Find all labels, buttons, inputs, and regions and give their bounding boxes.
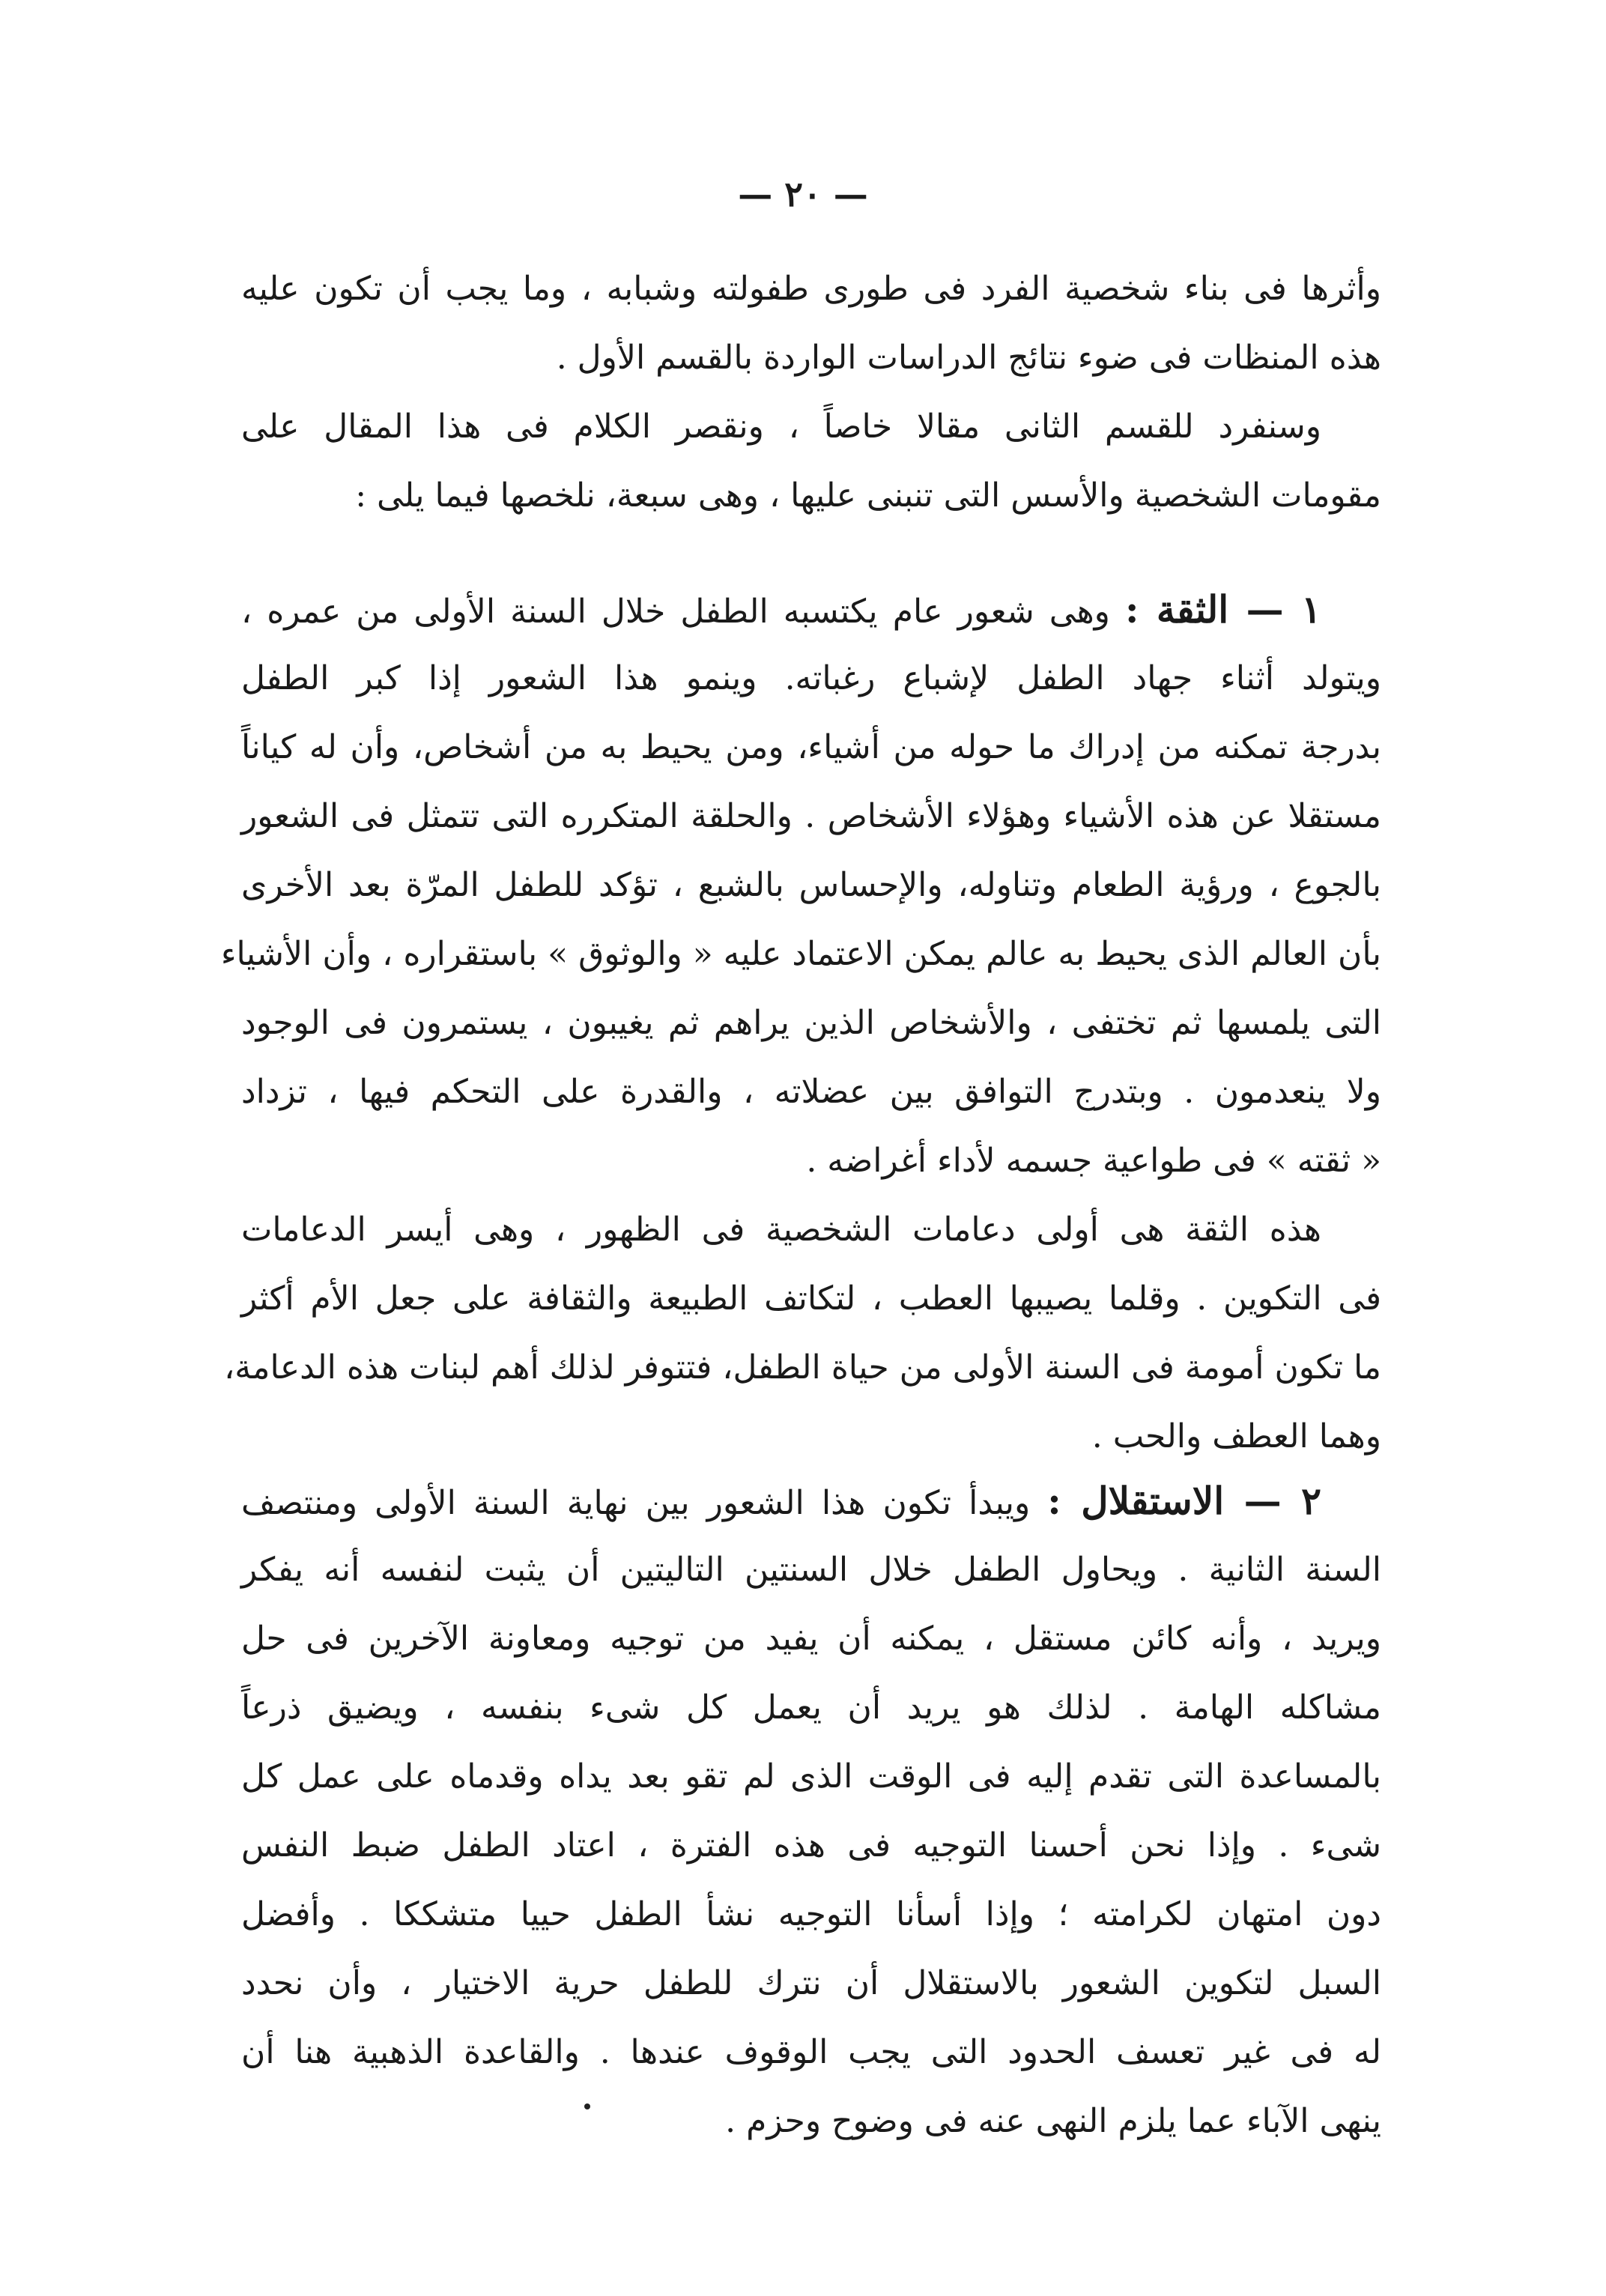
text-line: وسنفرد للقسم الثانى مقالا خاصاً ، ونقصر الكلام فى هذا المقال على — [241, 408, 1321, 446]
text-line: بالجوع ، ورؤية الطعام وتناوله، والإحساس بالشبع ، تؤكد للطفل المرّة بعد الأخرى — [241, 866, 1381, 904]
text-line: ويريد ، وأنه كائن مستقل ، يمكنه أن يفيد من توجيه ومعاونة الآخرين فى حل — [241, 1620, 1381, 1658]
text-line: بدرجة تمكنه من إدراك ما حوله من أشياء، ومن يحيط به من أشخاص، وأن له كياناً — [241, 728, 1381, 766]
intro-paragraphs — [241, 255, 1381, 530]
section-number: ٢ — — [1224, 1479, 1321, 1523]
section-trust — [220, 575, 1381, 1471]
text-line: التى يلمسها ثم تختفى ، والأشخاص الذين يراهم ثم يغيبون ، يستمرون فى الوجود — [241, 1004, 1381, 1042]
text-line: دون امتهان لكرامته ؛ وإذا أسأنا التوجيه نشأ الطفل حييا متشككا . وأفضل — [241, 1895, 1381, 1933]
section-heading-line — [241, 575, 1381, 644]
page-number: — ٢٠ — — [738, 174, 868, 214]
text-line: هذه المنظات فى ضوء نتائج الدراسات الواردة بالقسم الأول . — [556, 339, 1381, 377]
text-line: « ثقته » فى طواعية جسمه لأداء أغراضه . — [806, 1142, 1381, 1180]
section-first-line-text: ويبدأ تكون هذا الشعور بين نهاية السنة الأولى ومنتصف — [241, 1484, 1048, 1522]
section-term: الثقة : — [1124, 587, 1229, 631]
text-line: هذه الثقة هى أولى دعامات الشخصية فى الظهور ، وهى أيسر الدعامات — [241, 1211, 1321, 1249]
section-number: ١ — — [1228, 587, 1321, 631]
text-line: بالمساعدة التى تقدم إليه فى الوقت الذى لم تقو بعد يداه وقدماه على عمل كل — [241, 1757, 1381, 1796]
ink-speck — [584, 2103, 590, 2109]
text-line: وهما العطف والحب . — [1091, 1417, 1381, 1456]
text-line: بأن العالم الذى يحيط به عالم يمكن الاعتماد عليه « والوثوق » باستقراره ، وأن الأشياء — [220, 935, 1381, 973]
text-line: ينهى الآباء عما يلزم النهى عنه فى وضوح وحزم . — [725, 2102, 1381, 2140]
section-first-line-text: وهى شعور عام يكتسبه الطفل خلال السنة الأولى من عمره ، — [241, 593, 1125, 631]
text-line: مقومات الشخصية والأسس التى تنبنى عليها ، وهى سبعة، نلخصها فيما يلى : — [355, 476, 1381, 515]
section-term: الاستقلال : — [1047, 1479, 1225, 1523]
text-line: ما تكون أمومة فى السنة الأولى من حياة الطفل، فتتوفر لذلك أهم لبنات هذه الدعامة، — [224, 1348, 1381, 1387]
text-line: ولا ينعدمون . وبتدرج التوافق بين عضلاته ، والقدرة على التحكم فيها ، تزداد — [241, 1073, 1381, 1111]
text-line: له فى غير تعسف الحدود التى يجب الوقوف عندها . والقاعدة الذهبية هنا أن — [241, 2033, 1381, 2071]
section-heading-line — [241, 1467, 1381, 1536]
text-line: ويتولد أثناء جهاد الطفل لإشباع رغباته. وينمو هذا الشعور إذا كبر الطفل — [241, 659, 1381, 697]
text-line: شىء . وإذا نحن أحسنا التوجيه فى هذه الفترة ، اعتاد الطفل ضبط النفس — [241, 1826, 1381, 1865]
text-line: مستقلا عن هذه الأشياء وهؤلاء الأشخاص . والحلقة المتكرره التى تتمثل فى الشعور — [241, 797, 1381, 835]
section-independence — [241, 1467, 1381, 2156]
text-line: وأثرها فى بناء شخصية الفرد فى طورى طفولته وشبابه ، وما يجب أن تكون عليه — [241, 270, 1381, 308]
text-line: السبل لتكوين الشعور بالاستقلال أن نترك للطفل حرية الاختيار ، وأن نحدد — [241, 1964, 1381, 2002]
text-line: فى التكوين . وقلما يصيبها العطب ، لتكاتف الطبيعة والثقافة على جعل الأم أكثر — [241, 1279, 1381, 1318]
text-line: السنة الثانية . ويحاول الطفل خلال السنتين التاليتين أن يثبت لنفسه أنه يفكر — [241, 1551, 1381, 1589]
text-line: مشاكله الهامة . لذلك هو يريد أن يعمل كل شىء بنفسه ، ويضيق ذرعاً — [241, 1688, 1381, 1727]
